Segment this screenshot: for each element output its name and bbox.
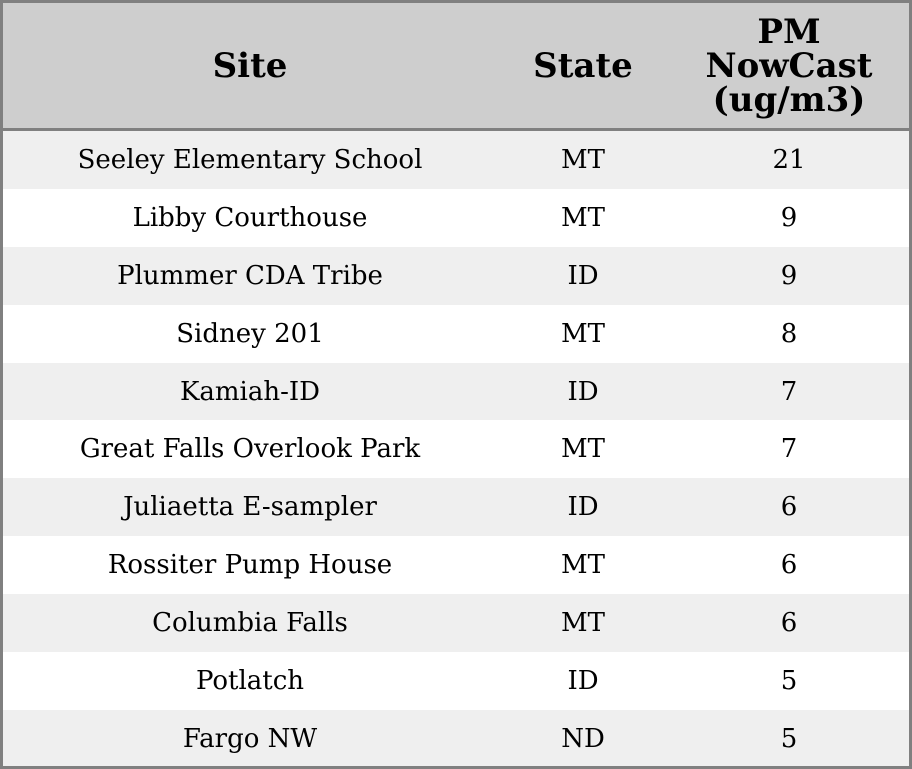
cell-site: Fargo NW [3, 710, 497, 768]
cell-state: ID [497, 478, 669, 536]
table-row [3, 247, 909, 305]
column-header-pm-nowcast [669, 3, 909, 130]
cell-state: MT [497, 594, 669, 652]
cell-state: MT [497, 536, 669, 594]
cell-pm-value: 9 [669, 189, 909, 247]
column-header-state: State [497, 3, 669, 130]
cell-state: MT [497, 189, 669, 247]
column-header-pm-line3: (ug/m3) [712, 79, 866, 120]
cell-site: Plummer CDA Tribe [3, 247, 497, 305]
cell-site: Rossiter Pump House [3, 536, 497, 594]
cell-state: ID [497, 247, 669, 305]
table-row [3, 305, 909, 363]
cell-pm-value: 6 [669, 536, 909, 594]
table-body [3, 130, 909, 768]
cell-state: MT [497, 420, 669, 478]
table-row [3, 652, 909, 710]
table-row [3, 478, 909, 536]
cell-state: MT [497, 305, 669, 363]
cell-pm-value: 8 [669, 305, 909, 363]
cell-site: Kamiah-ID [3, 363, 497, 421]
cell-state: ND [497, 710, 669, 768]
cell-pm-value: 7 [669, 420, 909, 478]
table-row [3, 536, 909, 594]
cell-site: Potlatch [3, 652, 497, 710]
table-header [3, 3, 909, 130]
column-header-pm-line2: NowCast [705, 45, 873, 86]
table-row [3, 130, 909, 189]
header-row [3, 3, 909, 130]
cell-pm-value: 6 [669, 478, 909, 536]
table-row [3, 189, 909, 247]
cell-site: Sidney 201 [3, 305, 497, 363]
cell-pm-value: 21 [669, 130, 909, 189]
column-header-pm-line1: PM [757, 11, 821, 52]
cell-pm-value: 5 [669, 652, 909, 710]
pm-nowcast-table [3, 3, 909, 768]
cell-pm-value: 5 [669, 710, 909, 768]
table-row [3, 710, 909, 768]
cell-state: ID [497, 363, 669, 421]
cell-site: Libby Courthouse [3, 189, 497, 247]
cell-site: Great Falls Overlook Park [3, 420, 497, 478]
table-row [3, 594, 909, 652]
cell-state: ID [497, 652, 669, 710]
column-header-site: Site [3, 3, 497, 130]
cell-pm-value: 9 [669, 247, 909, 305]
cell-site: Columbia Falls [3, 594, 497, 652]
cell-site: Seeley Elementary School [3, 130, 497, 189]
table-row [3, 420, 909, 478]
cell-pm-value: 7 [669, 363, 909, 421]
cell-state: MT [497, 130, 669, 189]
cell-pm-value: 6 [669, 594, 909, 652]
cell-site: Juliaetta E-sampler [3, 478, 497, 536]
table-row [3, 363, 909, 421]
